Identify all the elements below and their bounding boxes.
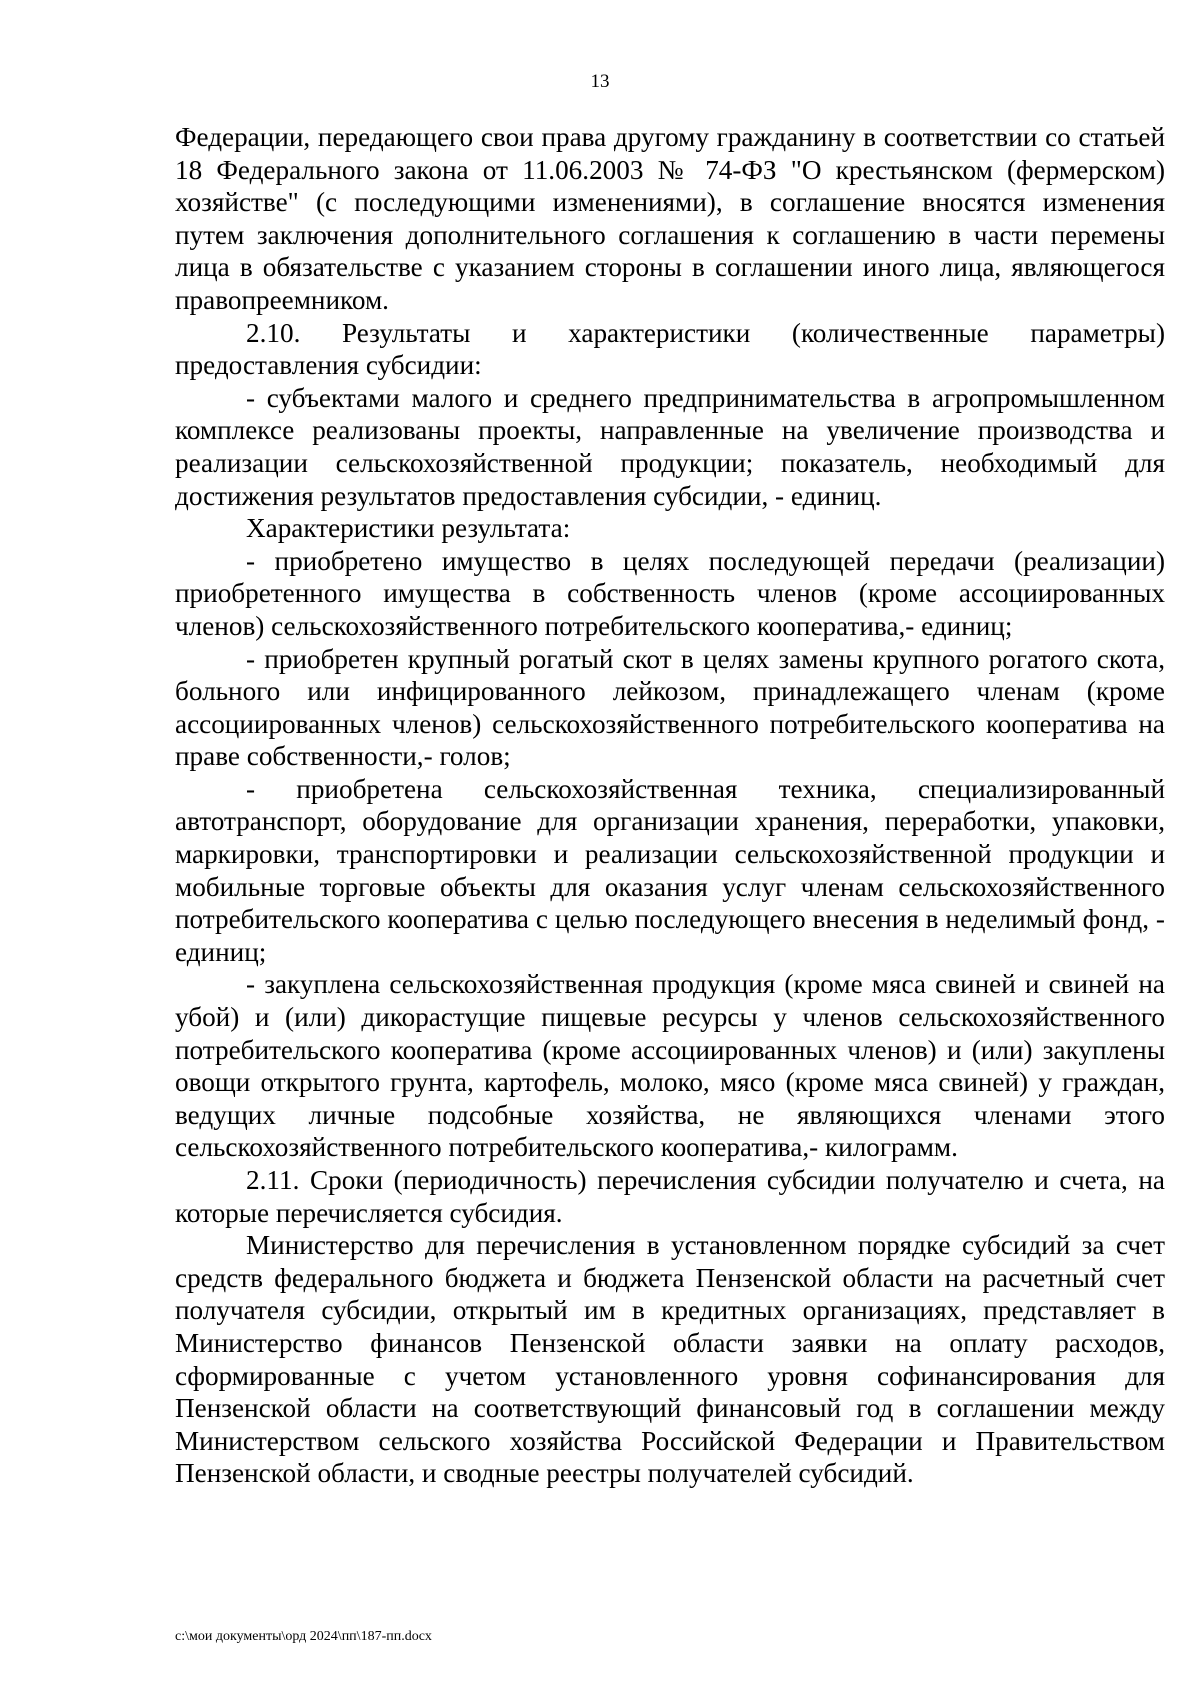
paragraph-characteristics-heading: Характеристики результата: [246, 513, 571, 544]
document-body [175, 121, 1165, 1490]
paragraph-indicator: - субъектами малого и среднего предпринимательства в агропромышленном комплексе реализованы проекты, направленные на увеличение производства и реализации сельскохозяйственной продукции; показатель, необходимый для достижения результатов предоставления субсидии, - единиц. [175, 382, 1165, 511]
paragraph-produce-purchase: - закуплена сельскохозяйственная продукция (кроме мяса свиней и свиней на убой) и (или) дикорастущие пищевые ресурсы у членов сельскохозяйственного потребительского кооператива (кроме ассоциированных членов) и (или) закуплены овощи открытого грунта, картофель, молоко, мясо (кроме мяса свиней) у граждан, ведущих личные подсобные хозяйства, не являющихся членами этого сельскохозяйственного потребительского кооператива,- килограмм. [175, 969, 1165, 1163]
paragraph-2-11-heading: 2.11. Сроки (периодичность) перечисления субсидии получателю и счета, на которые перечисляется субсидия. [175, 1165, 1165, 1228]
paragraph-equipment-purchase: - приобретена сельскохозяйственная техника, специализированный автотранспорт, оборудование для организации хранения, переработки, упаковки, маркировки, транспортировки и реализации сельскохозяйственной продукции и мобильные торговые объекты для оказания услуг членам сельскохозяйственного потребительского кооператива с целью последующего внесения в неделимый фонд, - единиц; [175, 773, 1165, 967]
paragraph-2-10-heading: 2.10. Результаты и характеристики (количественные параметры) предоставления субсидии: [175, 317, 1165, 381]
paragraph-continuation: Федерации, передающего свои права другому гражданину в соответствии со статьей 18 Федерального закона от 11.06.2003 № 74-ФЗ "О крестьянском (фермерском) хозяйстве" (с последующими изменениями), в соглашение вносятся изменения путем заключения дополнительного соглашения к соглашению в части перемены лица в обязательстве с указанием стороны в соглашении иного лица, являющегося правопреемником. [175, 122, 1165, 315]
paragraph-property-purchase: - приобретено имущество в целях последующей передачи (реализации) приобретенного имущества в собственность членов (кроме ассоциированных членов) сельскохозяйственного потребительского кооператива,- единиц; [175, 545, 1165, 641]
page-number: 13 [590, 71, 610, 92]
paragraph-cattle-purchase: - приобретен крупный рогатый скот в целях замены крупного рогатого скота, больного или инфицированного лейкозом, принадлежащего членам (кроме ассоциированных членов) сельскохозяйственного потребительского кооператива на праве собственности,- голов; [175, 643, 1165, 772]
footer-file-path: c:\мои документы\орд 2024\пп\187-пп.docx [175, 1629, 432, 1644]
paragraph-ministry-transfer: Министерство для перечисления в установленном порядке субсидий за счет средств федерального бюджета и бюджета Пензенской области на расчетный счет получателя субсидии, открытый им в кредитных организациях, представляет в Министерство финансов Пензенской области заявки на оплату расходов, сформированные с учетом установленного уровня софинансирования для Пензенской области на соответствующий финансовый год в соглашении между Министерством сельского хозяйства Российской Федерации и Правительством Пензенской области, и сводные реестры получателей субсидий. [175, 1230, 1165, 1489]
